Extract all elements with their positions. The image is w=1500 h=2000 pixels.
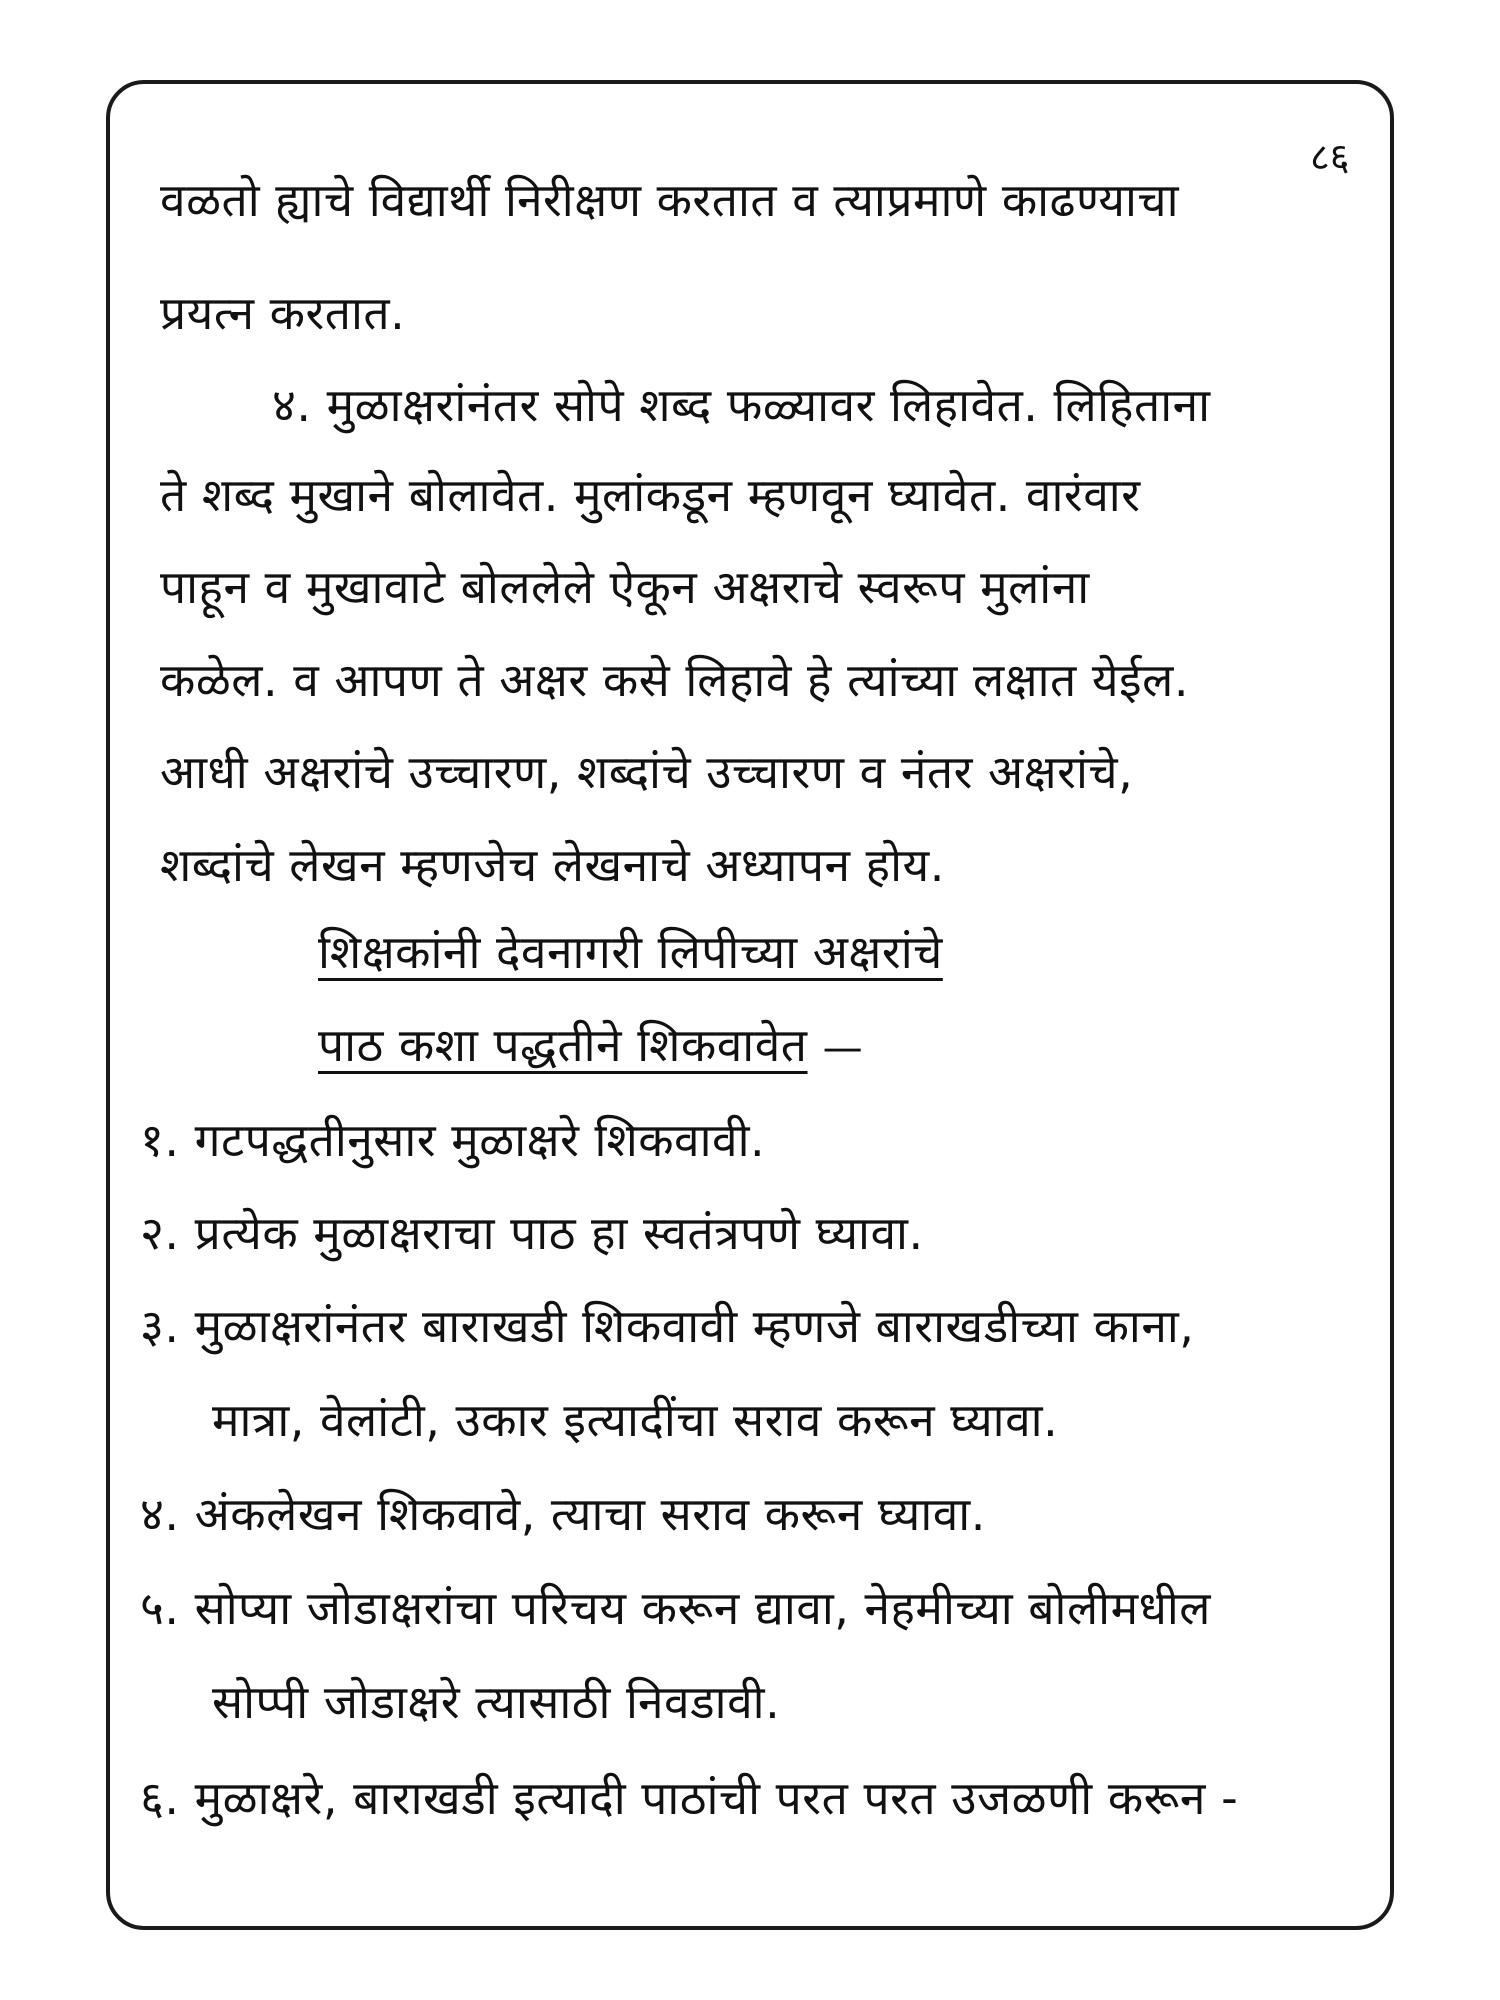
paragraph-line: वळतो ह्याचे विद्यार्थी निरीक्षण करतात व त्याप्रमाणे काढण्याचा xyxy=(160,173,1180,227)
list-item: ३. मुळाक्षरांनंतर बाराखडी शिकवावी म्हणजे बाराखडीच्या काना, xyxy=(140,1299,1195,1353)
list-item: २. प्रत्येक मुळाक्षराचा पाठ हा स्वतंत्रपणे घ्यावा. xyxy=(140,1206,924,1260)
paragraph-line: पाहून व मुखावाटे बोललेले ऐकून अक्षराचे स्वरूप मुलांना xyxy=(160,560,1090,614)
list-item-continuation: सोप्पी जोडाक्षरे त्यासाठी निवडावी. xyxy=(212,1675,781,1729)
section-heading-line-2 xyxy=(318,1015,863,1078)
paragraph-line: प्रयत्न करतात. xyxy=(160,286,406,340)
list-item: ६. मुळाक्षरे, बाराखडी इत्यादी पाठांची परत परत उजळणी करून - xyxy=(140,1771,1239,1825)
list-item-continuation: मात्रा, वेलांटी, उकार इत्यादींचा सराव करून घ्यावा. xyxy=(212,1393,1059,1447)
paragraph-line: ते शब्द मुखाने बोलावेत. मुलांकडून म्हणवून घ्यावेत. वारंवार xyxy=(160,468,1141,522)
section-heading-text: पाठ कशा पद्धतीने शिकवावेत xyxy=(318,1018,808,1072)
list-item: १. गटपद्धतीनुसार मुळाक्षरे शिकवावी. xyxy=(140,1113,766,1167)
paragraph-line: शब्दांचे लेखन म्हणजेच लेखनाचे अध्यापन होय. xyxy=(160,838,945,892)
list-item: ५. सोप्या जोडाक्षरांचा परिचय करून द्यावा, नेहमीच्या बोलीमधील xyxy=(140,1581,1211,1635)
heading-dash: — xyxy=(822,1025,864,1071)
page-number: ८६ xyxy=(1310,135,1350,179)
page-border xyxy=(106,80,1394,1930)
section-heading-line-1: शिक्षकांनी देवनागरी लिपीच्या अक्षरांचे xyxy=(318,925,943,979)
paragraph-line: कळेल. व आपण ते अक्षर कसे लिहावे हे त्यांच्या लक्षात येईल. xyxy=(160,653,1189,707)
paragraph-line: ४. मुळाक्षरांनंतर सोपे शब्द फळ्यावर लिहावेत. लिहिताना xyxy=(272,378,1211,432)
list-item: ४. अंकलेखन शिकवावे, त्याचा सराव करून घ्यावा. xyxy=(140,1487,986,1541)
paragraph-line: आधी अक्षरांचे उच्चारण, शब्दांचे उच्चारण व नंतर अक्षरांचे, xyxy=(160,745,1134,799)
